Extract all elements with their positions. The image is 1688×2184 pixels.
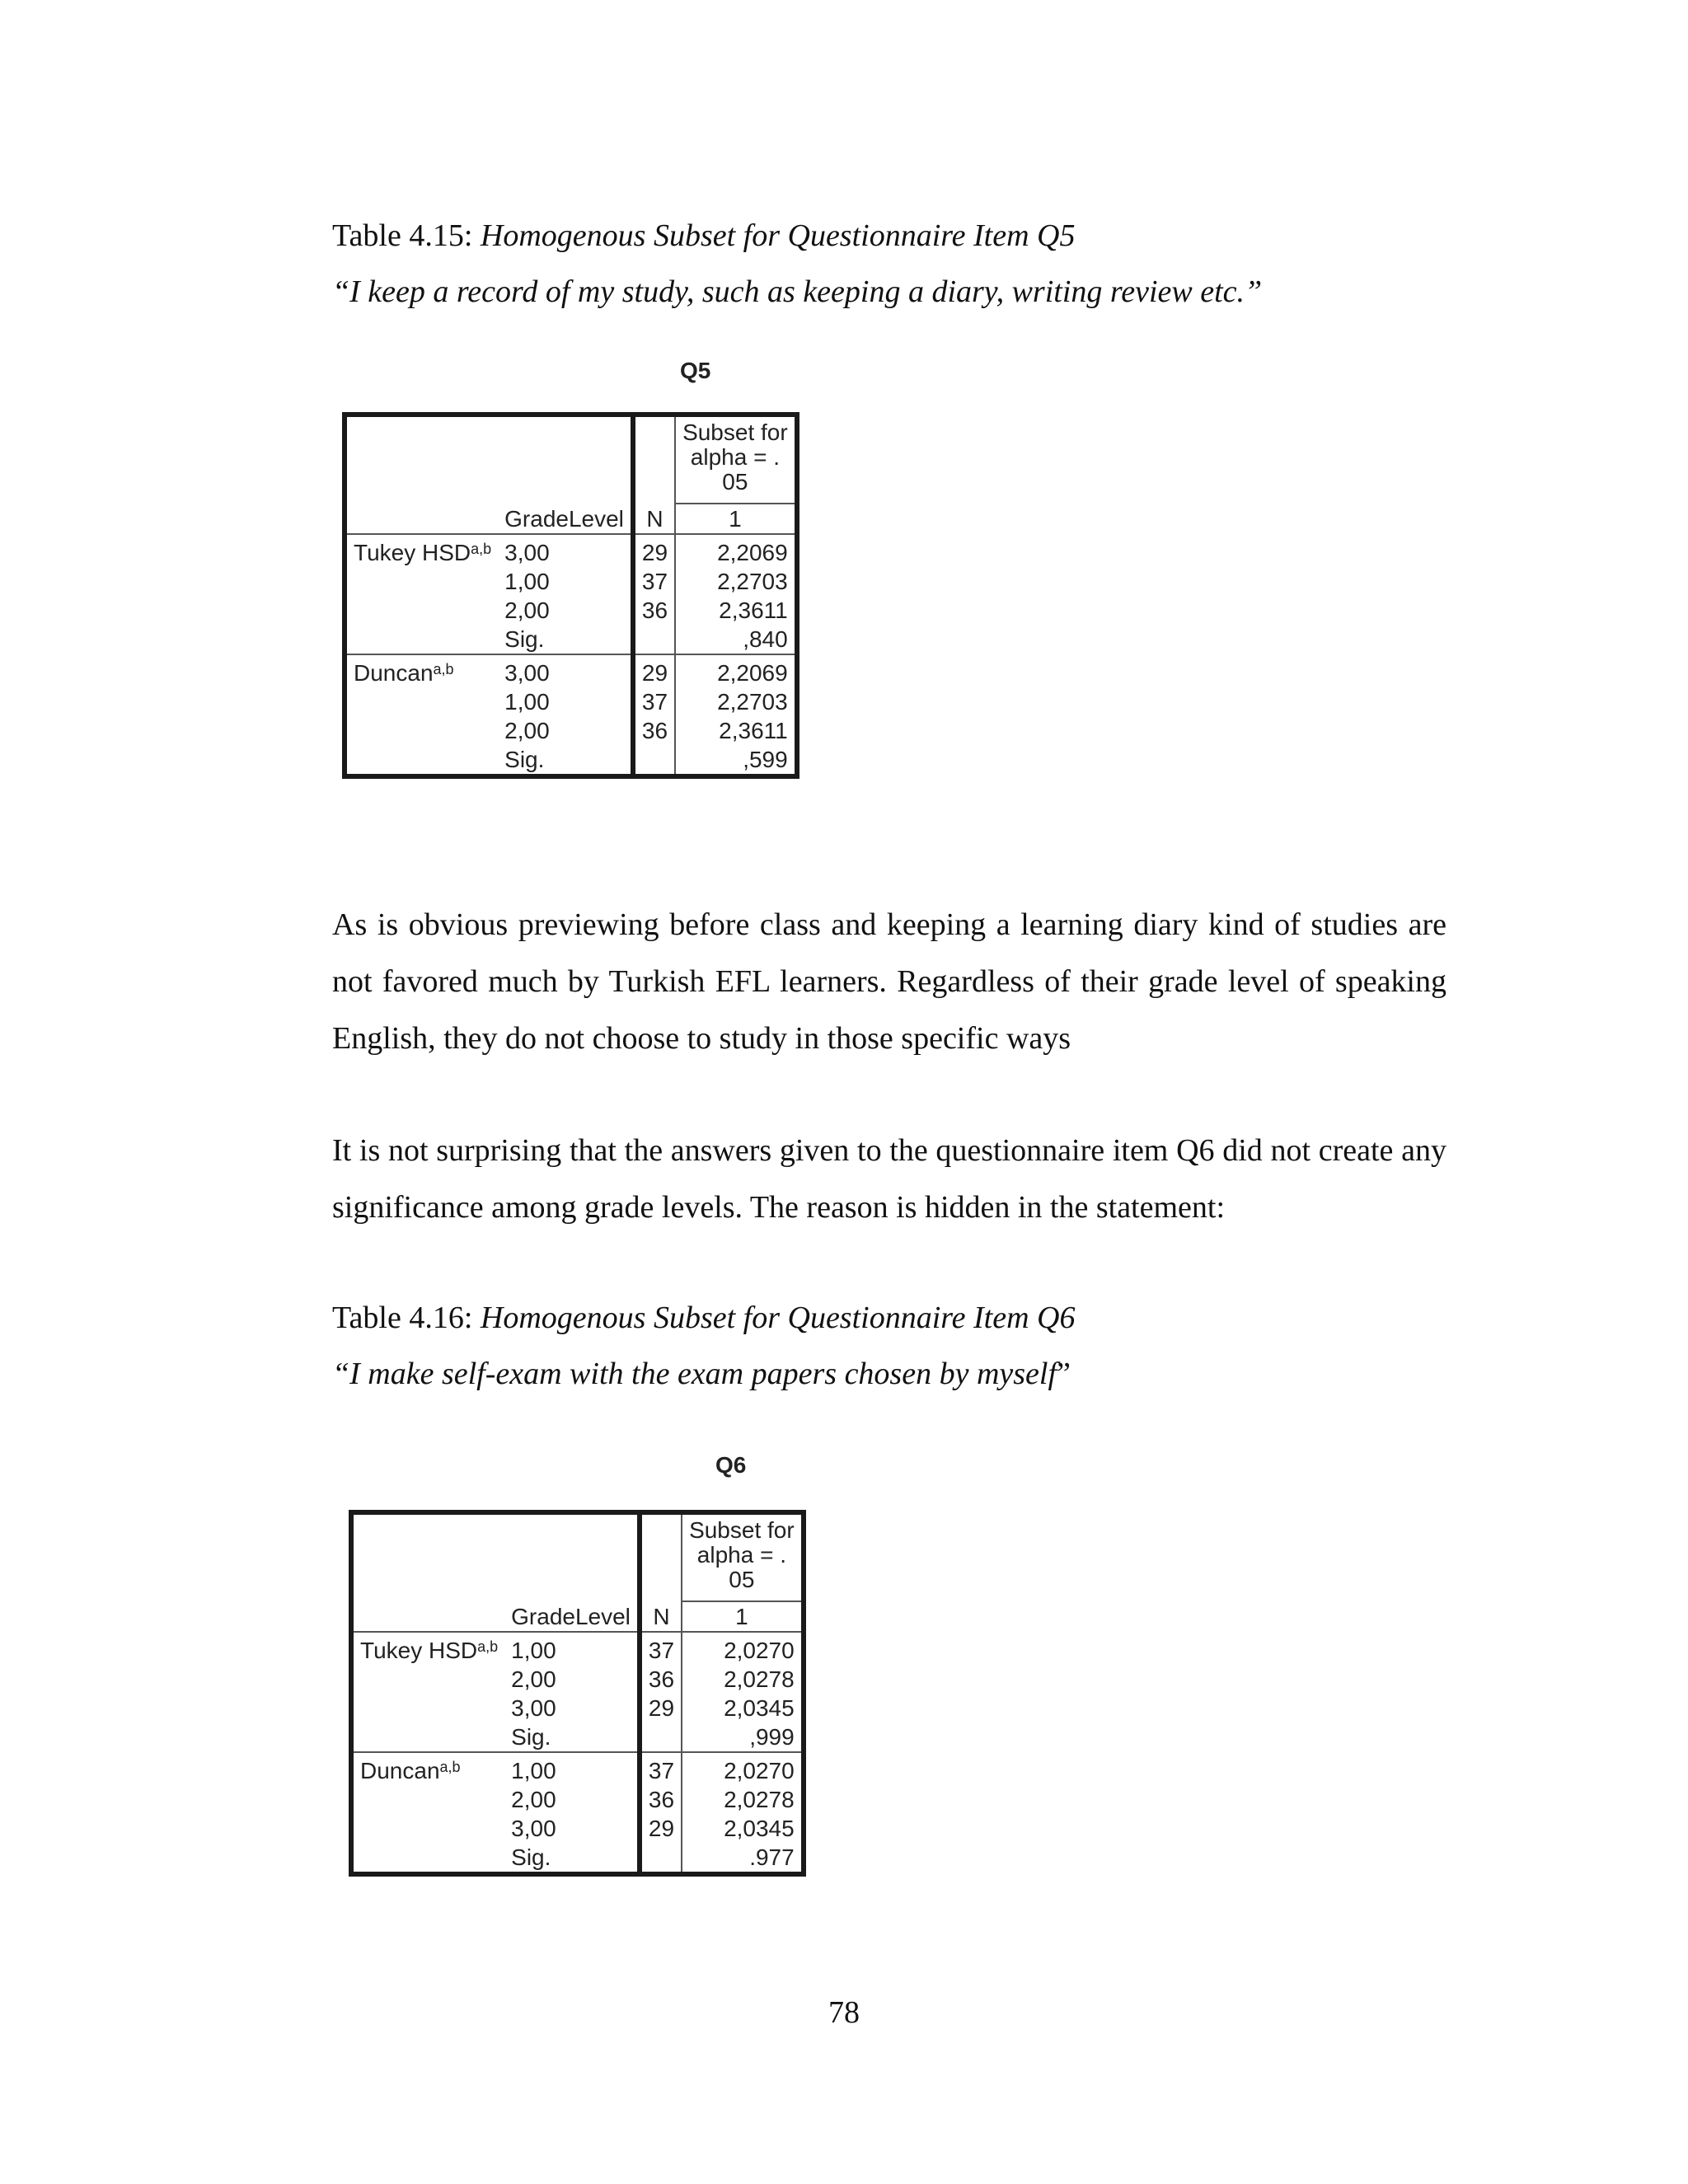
table-title: Homogenous Subset for Questionnaire Item Q6 xyxy=(480,1301,1076,1335)
table-row: Tukey HSD$^{a,b}$ 3,00 29 2,2069 xyxy=(345,534,797,567)
group-label: Duncan$^{a,b}$ xyxy=(345,654,498,687)
col-subset-num: 1 xyxy=(682,1601,804,1632)
table-row: 2,00 36 2,3611 xyxy=(345,596,797,625)
col-subset-num: 1 xyxy=(675,504,797,534)
q5-table xyxy=(342,412,799,779)
header-row xyxy=(345,415,797,504)
group-label: Tukey HSD$^{a,b}$ xyxy=(354,540,492,565)
table-row: Duncan$^{a,b}$ 1,00 37 2,0270 xyxy=(351,1752,804,1785)
col-n: N xyxy=(633,504,675,534)
table-label: Table 4.15: xyxy=(332,218,473,253)
group-label: Duncan$^{a,b}$ xyxy=(351,1752,504,1785)
col-gradelevel: GradeLevel xyxy=(504,1601,640,1632)
col-n: N xyxy=(640,1601,682,1632)
table-row: Sig. ,840 xyxy=(345,625,797,654)
table-row: 2,00 36 2,0278 xyxy=(351,1785,804,1814)
table-4-15-quote: “I keep a record of my study, such as keeping a diary, writing review etc.” xyxy=(332,274,1263,309)
spss-table-name: Q6 xyxy=(715,1452,747,1478)
table-row: Sig. .977 xyxy=(351,1843,804,1874)
table-row: Sig. ,999 xyxy=(351,1722,804,1752)
table-row: 1,00 37 2,2703 xyxy=(345,567,797,596)
table-row: 3,00 29 2,0345 xyxy=(351,1694,804,1722)
table-row: 1,00 37 2,2703 xyxy=(345,687,797,716)
table-4-16-caption xyxy=(332,1298,1075,1338)
body-paragraph-1: As is obvious previewing before class and keeping a learning diary kind of studies are not favored much by Turkish EFL learners. Regardless of their grade level of speaking English, they do not choose to study in those specific ways xyxy=(332,907,1447,1056)
table-4-16-quote: “I make self-exam with the exam papers chosen by myself” xyxy=(332,1357,1071,1391)
spss-table-name: Q5 xyxy=(680,358,711,383)
page-number: 78 xyxy=(828,1995,860,2030)
group-label: Tukey HSD$^{a,b}$ xyxy=(360,1638,499,1663)
subset-header: Subset for alpha = . 05 xyxy=(682,1512,804,1601)
table-row: 3,00 29 2,0345 xyxy=(351,1814,804,1843)
table-row: 2,00 36 2,0278 xyxy=(351,1665,804,1694)
q6-table xyxy=(349,1510,806,1877)
col-gradelevel: GradeLevel xyxy=(498,504,633,534)
header-row xyxy=(351,1512,804,1601)
table-row: Sig. ,599 xyxy=(345,745,797,776)
table-4-15-caption xyxy=(332,216,1075,255)
table-row: Duncan$^{a,b}$ 3,00 29 2,2069 xyxy=(345,654,797,687)
subset-header: Subset for alpha = . 05 xyxy=(675,415,797,504)
table-row: 2,00 36 2,3611 xyxy=(345,716,797,745)
header-row-2 xyxy=(345,504,797,534)
header-row-2 xyxy=(351,1601,804,1632)
body-paragraph-2: It is not surprising that the answers given to the questionnaire item Q6 did not create any significance among grade levels. The reason is hidden in the statement: xyxy=(332,1133,1447,1225)
table-title: Homogenous Subset for Questionnaire Item Q5 xyxy=(480,218,1076,253)
table-label: Table 4.16: xyxy=(332,1301,473,1335)
table-row: Tukey HSD$^{a,b}$ 1,00 37 2,0270 xyxy=(351,1632,804,1665)
